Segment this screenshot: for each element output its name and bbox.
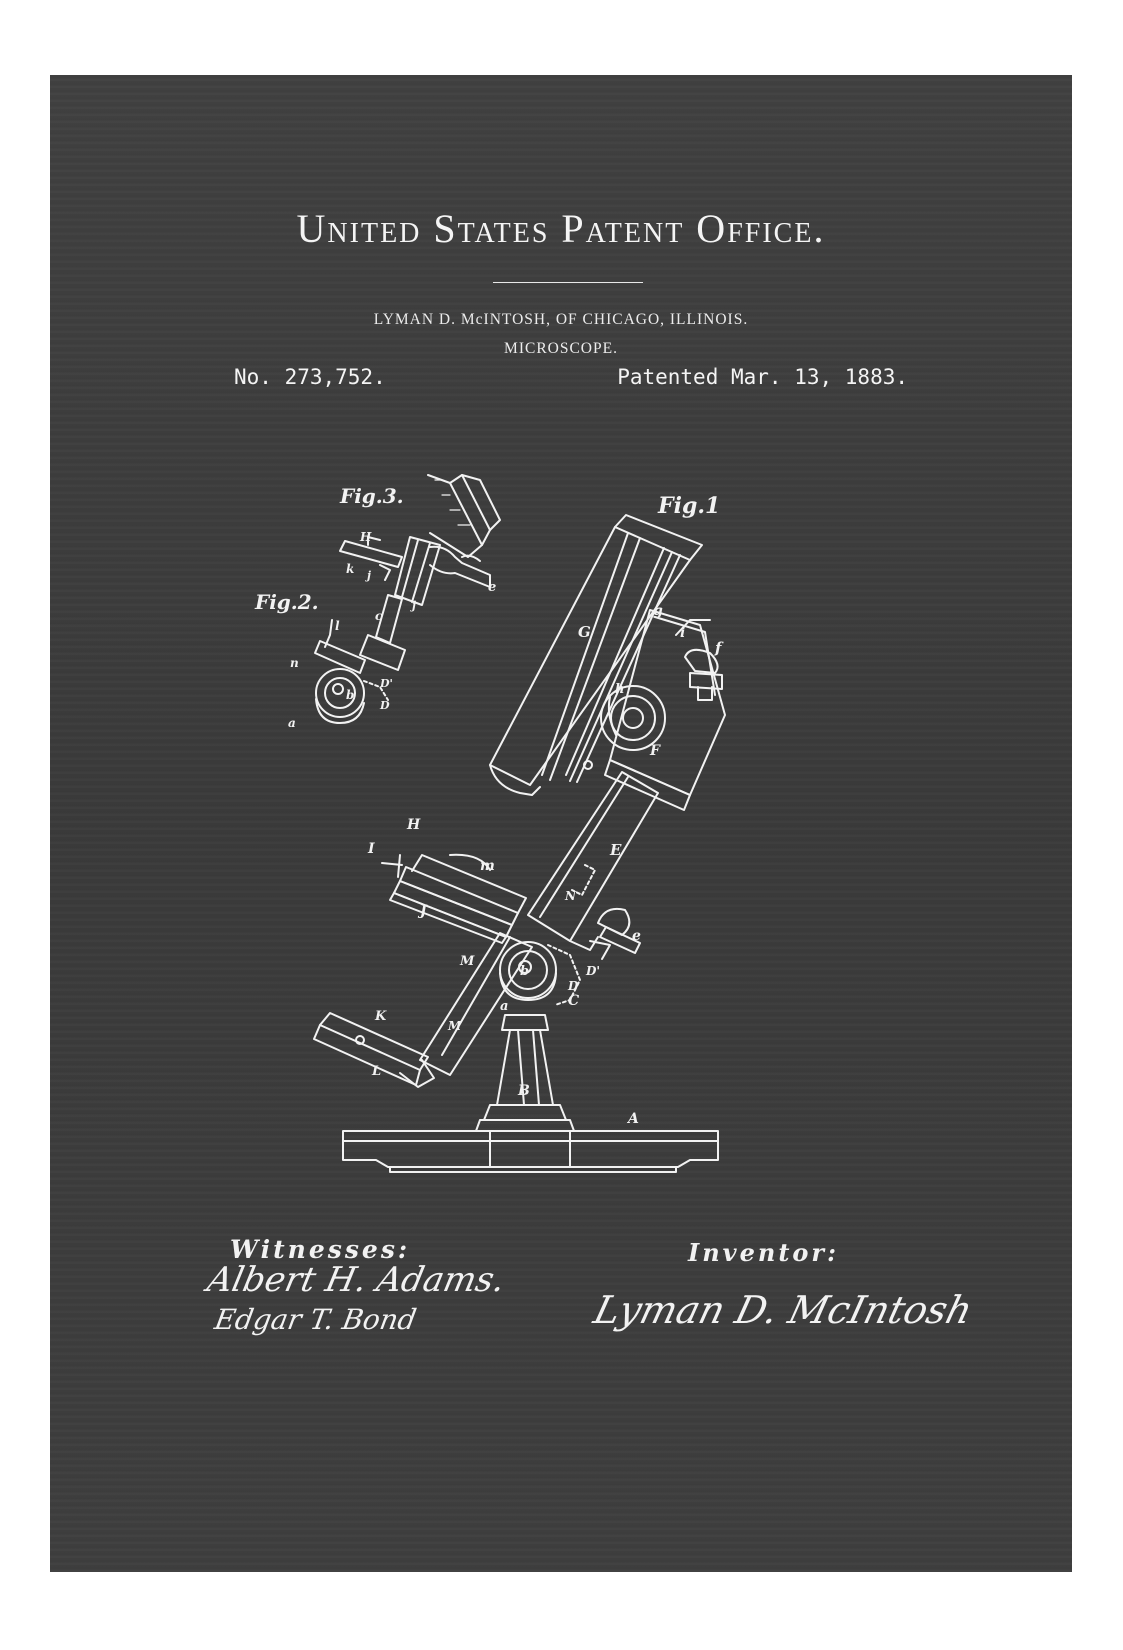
fig3-label-j2: j bbox=[412, 599, 416, 612]
part-label-g: g bbox=[653, 603, 663, 619]
chalkboard-background bbox=[50, 75, 1072, 1572]
fig3-label-j: j bbox=[367, 569, 371, 582]
part-label-N: N bbox=[565, 889, 576, 903]
coarse-adjust-knob bbox=[601, 686, 665, 750]
inventor-signature: Lyman D. McIntosh bbox=[589, 1288, 977, 1332]
fig3-label-k: k bbox=[346, 562, 355, 576]
part-label-i: i bbox=[680, 625, 686, 641]
fig2-label-D: D bbox=[380, 699, 390, 712]
fig3-label-e: e bbox=[488, 580, 497, 595]
part-label-G: G bbox=[578, 623, 591, 641]
body-tube bbox=[490, 515, 702, 795]
part-label-A: A bbox=[628, 1111, 639, 1127]
witness-signature-1: Albert H. Adams. bbox=[203, 1260, 509, 1300]
fig2-label-D1: D' bbox=[380, 677, 393, 690]
part-label-K: K bbox=[375, 1009, 387, 1024]
patent-subject: MICROSCOPE. bbox=[504, 340, 618, 357]
fig2-label-c: c bbox=[375, 609, 383, 623]
part-label-D: D bbox=[568, 979, 579, 993]
patent-number: No. 273,752. bbox=[234, 365, 386, 389]
part-label-m: m bbox=[480, 858, 495, 874]
fig-3-label: Fig.3. bbox=[340, 484, 404, 508]
upper-adjust-screw bbox=[685, 650, 722, 700]
part-label-J: J bbox=[420, 903, 427, 919]
pillar bbox=[476, 1015, 574, 1131]
part-label-I: I bbox=[368, 841, 375, 857]
fig3-label-H: H bbox=[360, 530, 372, 544]
fig2-label-n: n bbox=[290, 656, 299, 670]
part-label-M-upper: M bbox=[460, 954, 475, 969]
stage bbox=[382, 855, 526, 943]
inventor-line: LYMAN D. McINTOSH, OF CHICAGO, ILLINOIS. bbox=[373, 311, 749, 328]
part-label-F: F bbox=[650, 743, 660, 759]
part-label-h: h bbox=[615, 682, 625, 697]
part-label-a: a bbox=[500, 999, 509, 1014]
microscope-drawing bbox=[50, 75, 1072, 1572]
part-label-D1: D' bbox=[586, 964, 601, 978]
office-title: United States Patent Office. bbox=[296, 206, 826, 251]
part-label-f: f bbox=[715, 639, 722, 657]
fig2-label-l: l bbox=[335, 619, 340, 633]
base-plate bbox=[343, 1131, 718, 1172]
part-label-E: E bbox=[610, 841, 622, 859]
inventor-heading: Inventor: bbox=[688, 1238, 839, 1267]
part-label-C: C bbox=[568, 993, 580, 1009]
part-label-B: B bbox=[518, 1083, 530, 1099]
fig2-label-b: b bbox=[346, 688, 355, 702]
figure-2-detail bbox=[315, 595, 405, 723]
patent-date: Patented Mar. 13, 1883. bbox=[617, 365, 908, 389]
part-label-e: e bbox=[632, 928, 641, 944]
witnesses-heading: Witnesses: bbox=[230, 1235, 411, 1264]
fig-2-label: Fig.2. bbox=[255, 590, 319, 614]
witness-signature-2: Edgar T. Bond bbox=[212, 1303, 419, 1336]
fig2-label-a: a bbox=[288, 716, 296, 730]
part-label-b: b bbox=[520, 964, 530, 979]
part-label-L: L bbox=[372, 1064, 382, 1079]
part-label-H: H bbox=[407, 817, 421, 833]
fig-1-label: Fig.1 bbox=[658, 493, 721, 519]
part-label-M-lower: M bbox=[448, 1019, 462, 1033]
